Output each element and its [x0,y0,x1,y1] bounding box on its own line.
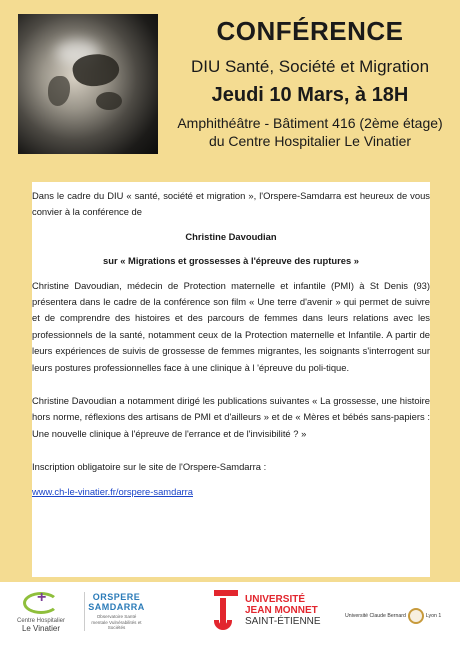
jean-monnet-logo: UNIVERSITÉ JEAN MONNET SAINT-ÉTIENNE [212,590,321,630]
vinatier-logo: + Centre Hospitalier Le Vinatier [16,589,66,633]
globe-photo [18,14,158,154]
seal-icon [408,608,424,624]
speaker-name: Christine Davoudian [185,230,277,242]
event-header [170,14,450,149]
talk-topic: sur « Migrations et grossesses à l'épreuve des ruptures » [103,255,359,267]
event-date: Jeudi 10 Mars, à 18H [211,84,409,106]
partner-logos [0,582,460,651]
vinatier-mark-icon: + [21,590,61,616]
intro-text: Dans le cadre du DIU « santé, société et migration », l'Orspere-Samdarra est heureux de vous convier à la conférence de [32,190,430,218]
ujm-mark-icon [212,590,240,630]
event-subtitle: DIU Santé, Société et Migration [190,57,430,76]
registration-text: Inscription obligatoire sur le site de l'Orspere-Samdarra : [32,461,267,473]
lyon1-logo: Université Claude Bernard Lyon 1 [345,608,441,624]
orspere-samdarra-logo: ORSPERE SAMDARRA Observatoire Santé mentale Vulnérabilités et Sociétés [84,592,144,631]
description-paragraph: Christine Davoudian, médecin de Protection maternelle et infantile (PMI) à St Denis (93) présentera dans le cadre de la conférence son film « Une terre d'avenir » qui permet de suivre et de comprendre des histoires et des parcours de femmes dans leurs relations avec les professionnels de la santé, notamment ceux de la Protection maternelle et Infantile. A partir de leurs expériences de suivis de grossesse de femmes migrantes, les soignants s'interrogent sur leurs postures professionnelles face à une clinique à l 'épreuve du poli-tique. [32,279,430,373]
page-title: CONFÉRENCE [216,16,404,46]
event-venue-host: du Centre Hospitalier Le Vinatier [208,133,412,149]
content-panel [32,182,430,577]
registration-link[interactable]: www.ch-le-vinatier.fr/orspere-samdarra [32,485,193,497]
publications-paragraph: Christine Davoudian a notamment dirigé les publications suivantes « La grossesse, une histoire hors norme, réflexions des artisans de PMI et d'ailleurs » et de « Mères et bébés sans-papiers : Une nouvelle clinique à l'épreuve de l'errance et de l'invisibilité ? » [32,395,430,439]
event-venue: Amphithéâtre - Bâtiment 416 (2ème étage) [177,115,443,131]
